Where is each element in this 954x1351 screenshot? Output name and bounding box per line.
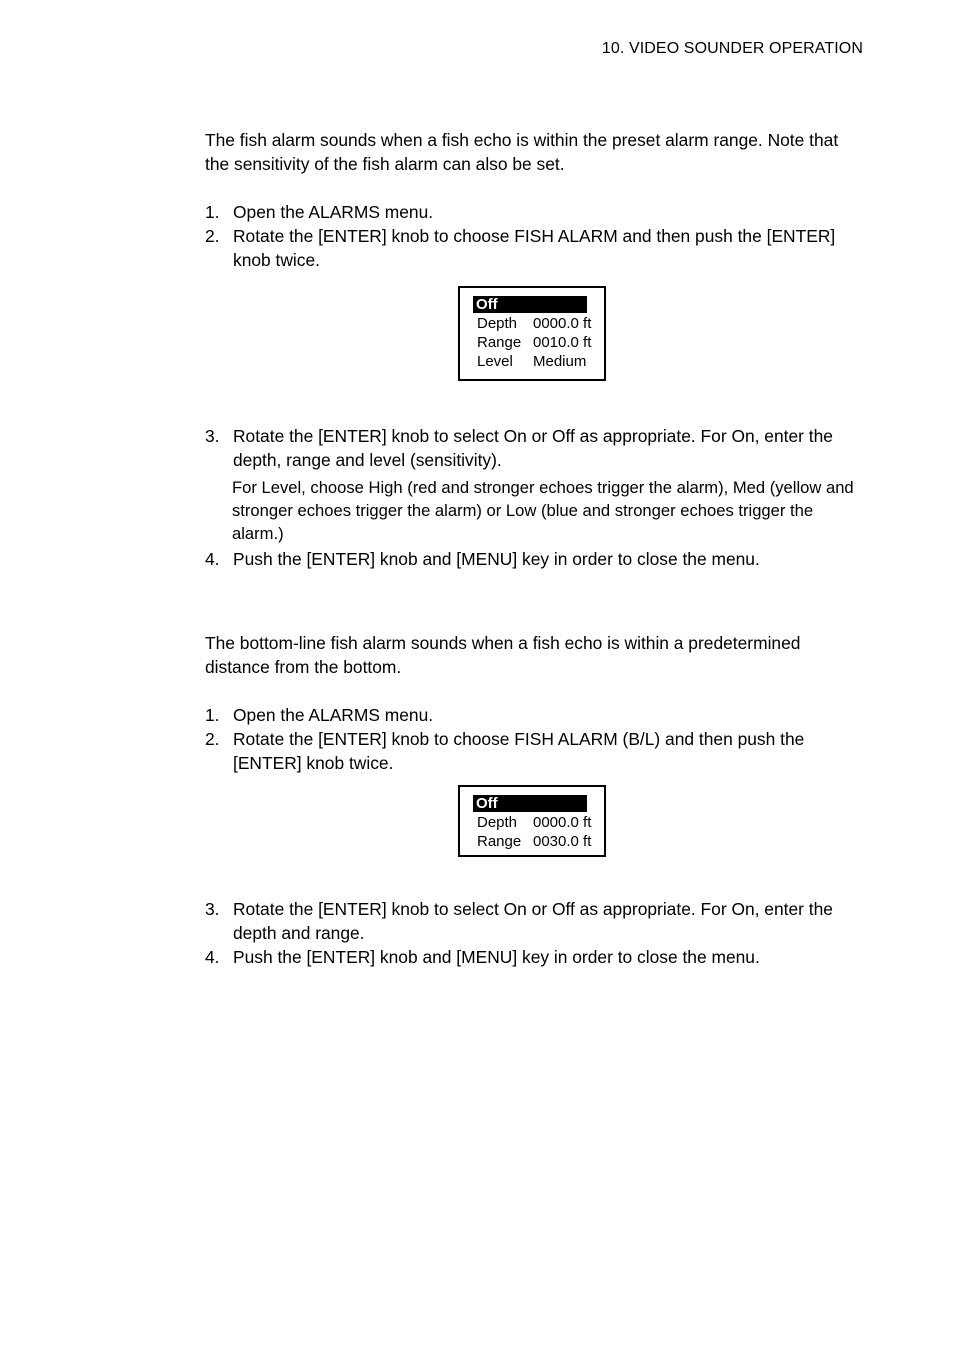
step-number: 2. [205,226,220,246]
list-item [205,200,865,224]
step-text: Rotate the [ENTER] knob to select On or Off as appropriate. For On, enter the depth and range. [233,899,833,943]
step-number: 4. [205,947,220,967]
list-item [205,424,865,472]
list-item [205,547,865,571]
fish-alarm-menu-box [458,286,606,381]
list-item [205,897,865,945]
menu-selected-option: Off [473,795,587,812]
page-header: 10. VIDEO SOUNDER OPERATION [601,40,863,57]
fish-alarm-intro: The fish alarm sounds when a fish echo is within the preset alarm range. Note that the sensitivity of the fish alarm can also be set. [205,130,839,174]
level-note: For Level, choose High (red and stronger echoes trigger the alarm), Med (yellow and stronger echoes trigger the alarm) or Low (blue and stronger echoes trigger the alarm.) [232,478,854,543]
menu-value: Medium [533,353,587,370]
step-text: Rotate the [ENTER] knob to choose FISH ALARM (B/L) and then push the [ENTER] knob twice. [233,729,805,773]
step-text: Open the ALARMS menu. [233,705,434,725]
menu-value: 0000.0 ft [533,814,592,831]
step-number: 3. [205,426,220,446]
bl-fish-alarm-steps-b [205,897,865,969]
bl-fish-alarm-intro: The bottom-line fish alarm sounds when a fish echo is within a predetermined distance from the bottom. [205,633,801,677]
step-text: Open the ALARMS menu. [233,202,434,222]
list-item [205,703,865,727]
fish-alarm-steps-a [205,200,865,272]
menu-label: Depth [477,814,518,831]
menu-row-level [473,352,604,371]
list-item [205,727,865,775]
step-text: Push the [ENTER] knob and [MENU] key in order to close the menu. [233,549,760,569]
menu-label: Range [477,334,522,351]
step-text: Push the [ENTER] knob and [MENU] key in order to close the menu. [233,947,760,967]
step-number: 3. [205,899,220,919]
fish-alarm-steps-b [205,424,865,571]
menu-value: 0030.0 ft [533,833,592,850]
list-item [205,224,865,272]
menu-label: Range [477,833,522,850]
bl-fish-alarm-steps-a [205,703,865,775]
step-text: Rotate the [ENTER] knob to select On or Off as appropriate. For On, enter the depth, range and level (sensitivity). [233,426,833,470]
step-number: 1. [205,202,220,222]
step-number: 4. [205,549,220,569]
menu-label: Level [477,353,513,370]
list-item [205,945,865,969]
menu-selected-option: Off [473,296,587,313]
step-number: 1. [205,705,220,725]
step-text: Rotate the [ENTER] knob to choose FISH ALARM and then push the [ENTER] knob twice. [233,226,836,270]
menu-label: Depth [477,315,518,332]
bl-fish-alarm-menu-box [458,785,606,857]
step-number: 2. [205,729,220,749]
menu-value: 0010.0 ft [533,334,592,351]
menu-row-depth [473,813,604,832]
menu-value: 0000.0 ft [533,315,592,332]
menu-row-range [473,333,604,352]
menu-row-range [473,832,604,851]
menu-row-depth [473,314,604,333]
